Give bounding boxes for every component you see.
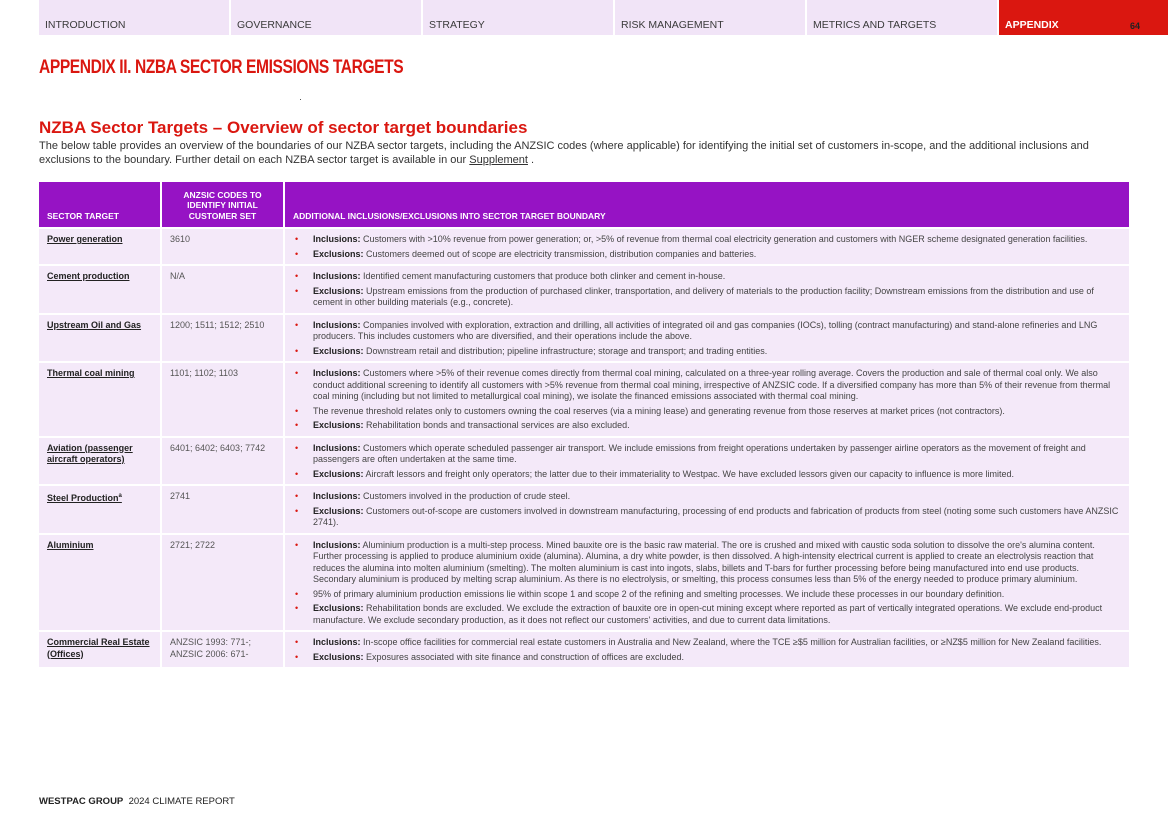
codes-cell: 2721; 2722 (162, 535, 283, 631)
stray-dot (300, 99, 301, 100)
sector-link[interactable]: Upstream Oil and Gas (47, 319, 142, 330)
sector-link[interactable]: Commercial Real Estate (Offices) (47, 637, 150, 659)
appendix-title: APPENDIX II. NZBA SECTOR EMISSIONS TARGETS (39, 57, 404, 78)
table-row (39, 535, 1129, 631)
bullet-label: Exclusions: (313, 505, 364, 516)
top-navigation (39, 0, 1168, 35)
sector-cell (39, 632, 160, 667)
page-number: 64 (1129, 21, 1140, 31)
boundary-cell (285, 438, 1129, 485)
tab-risk-management[interactable]: RISK MANAGEMENT (615, 0, 805, 35)
sector-link[interactable]: Thermal coal mining (47, 368, 135, 378)
sector-cell (39, 315, 160, 362)
sector-cell (39, 535, 160, 631)
list-item (295, 286, 1121, 309)
boundary-cell (285, 315, 1129, 362)
list-item (295, 443, 1121, 466)
bullet-label: Inclusions: (313, 368, 361, 378)
list-item (295, 420, 1121, 432)
table-row (39, 229, 1129, 264)
codes-cell: N/A (162, 266, 283, 313)
bullet-text: Downstream retail and distribution; pipeline infrastructure; storage and transport; and trading entities. (363, 345, 768, 356)
tab-governance[interactable]: GOVERNANCE (231, 0, 421, 35)
list-item (295, 271, 1121, 283)
codes-cell: 1200; 1511; 1512; 2510 (162, 315, 283, 362)
bullet-label: Exclusions: (313, 603, 364, 613)
bullet-text: Customers involved in the production of crude steel. (360, 491, 571, 501)
list-item (295, 603, 1121, 626)
table-row (39, 632, 1129, 667)
bullet-label: Inclusions: (313, 234, 361, 244)
sector-cell (39, 438, 160, 485)
footnote-marker: a (118, 493, 122, 499)
codes-cell: 6401; 6402; 6403; 7742 (162, 438, 283, 485)
bullet-label: Inclusions: (313, 491, 361, 501)
sector-cell (39, 363, 160, 436)
list-item (295, 469, 1121, 481)
list-item (295, 406, 1121, 418)
intro-text: The below table provides an overview of the boundaries of our NZBA sector targets, including the ANZSIC codes (where applicable) for identifying the initial set of customers in-scope, and the additional inclusions and exclusions to the boundary. Further detail on each NZBA sector target is available in our (39, 140, 1089, 166)
bullet-label: Inclusions: (313, 637, 361, 647)
bullet-label: Inclusions: (313, 442, 361, 453)
table-row (39, 438, 1129, 485)
bullet-label: Exclusions: (313, 345, 364, 356)
boundary-cell (285, 363, 1129, 436)
bullet-text: Rehabilitation bonds are excluded. We exclude the extraction of bauxite ore in open-cut mining except where reported as part of vertically integrated operations. We exclude end-product manufacture. We exclude secondary production, as it does not reflect our customers' activities, and due to current data limitations. (313, 603, 1103, 625)
table-row (39, 486, 1129, 533)
intro-end: . (527, 154, 535, 166)
page-footer (39, 796, 235, 807)
sector-link[interactable]: Aluminium (47, 539, 94, 550)
list-item (295, 491, 1121, 503)
list-item (295, 506, 1121, 529)
sector-cell (39, 266, 160, 313)
list-item (295, 249, 1121, 261)
list-item (295, 652, 1121, 664)
bullet-label: Inclusions: (313, 271, 361, 281)
list-item (295, 368, 1121, 403)
bullet-text: In-scope office facilities for commercial real estate customers in Australia and New Zealand, where the TCE ≥$5 million for Australian facilities, or ≥NZ$5 million for New Zealand facilities. (360, 637, 1102, 647)
boundary-cell (285, 266, 1129, 313)
bullet-text: Exposures associated with site finance and construction of offices are excluded. (363, 651, 685, 662)
bullet-label: Exclusions: (313, 420, 364, 430)
bullet-label: Inclusions: (313, 539, 361, 550)
bullet-text: The revenue threshold relates only to customers owning the coal reserves (via a mining lease) and generating revenue from those reserves at market prices (not contractors). (313, 405, 1005, 416)
boundary-cell (285, 229, 1129, 264)
sector-cell (39, 486, 160, 533)
sector-link[interactable] (47, 493, 122, 503)
list-item (295, 234, 1121, 246)
list-item (295, 320, 1121, 343)
sector-targets-table (39, 182, 1129, 667)
bullet-text: Companies involved with exploration, extraction and drilling, all activities of integrated oil and gas companies (IOCs), tolling (contract manufacturing) and stand-alone refineries and LNG producers. This includes customers who are diversified, and their operations include the above. (313, 319, 1098, 341)
sector-link[interactable]: Power generation (47, 234, 123, 244)
bullet-text: Aircraft lessors and freight only operators; the latter due to their immateriality to Westpac. We have excluded lessors given our capacity to influence is more limited. (363, 468, 1014, 479)
bullet-text: Identified cement manufacturing customers that produce both clinker and cement in-house. (360, 271, 726, 281)
list-item (295, 637, 1121, 649)
bullet-text: Customers with >10% revenue from power generation; or, >5% of revenue from thermal coal electricity generation and customers with NGER scheme designated generation facilities. (360, 234, 1088, 244)
section-title: NZBA Sector Targets – Overview of sector target boundaries (39, 118, 528, 137)
bullet-text: Upstream emissions from the production of purchased clinker, transportation, and delivery of materials to the production facility; Downstream emissions from the distribution and use of cement in other building materials (e.g., concrete). (313, 285, 1094, 307)
bullet-text: Customers out-of-scope are customers involved in downstream manufacturing, processing of end products and fabrication of products from steel (noting some such customers have ANZSIC 2741). (313, 505, 1119, 527)
codes-cell: ANZSIC 1993: 771-; ANZSIC 2006: 671- (162, 632, 283, 667)
tab-strategy[interactable]: STRATEGY (423, 0, 613, 35)
list-item (295, 540, 1121, 586)
bullet-label: Exclusions: (313, 248, 364, 259)
table-row (39, 363, 1129, 436)
bullet-label: Exclusions: (313, 285, 364, 296)
list-item (295, 589, 1121, 601)
tab-appendix-label: APPENDIX (1005, 19, 1059, 31)
bullet-text: Aluminium production is a multi-step process. Mined bauxite ore is the basic raw material. The ore is crushed and mixed with caustic soda solution to dissolve the ore's alumina content. Further processing is applied to produce aluminium oxide (alumina). Alumina, a dry white powder, is then dissolved. A high-intensity electrical current is applied to create an electrolysis reaction that reduces the alumina into molten aluminium (smelting). The molten aluminium is cast into ingots, slabs, billets and T-bars for further processing before being manufactured into end use products. Secondary aluminium is produced by melting scrap aluminium. As there is no electrolysis, or smelting, this process consumes less than 5% of the energy needed to produce primary aluminium. (313, 539, 1095, 584)
tab-appendix[interactable] (999, 0, 1168, 35)
bullet-label: Exclusions: (313, 468, 364, 479)
codes-cell: 2741 (162, 486, 283, 533)
sector-cell (39, 229, 160, 264)
sector-label: Steel Production (47, 493, 119, 503)
header-anzsic-codes: ANZSIC CODES TO IDENTIFY INITIAL CUSTOMER SET (162, 182, 283, 227)
table-header (39, 182, 1129, 227)
table-row (39, 315, 1129, 362)
tab-metrics-and-targets[interactable]: METRICS AND TARGETS (807, 0, 997, 35)
header-sector-target: SECTOR TARGET (39, 182, 160, 227)
supplement-link[interactable]: Supplement (469, 154, 528, 166)
bullet-text: 95% of primary aluminium production emissions lie within scope 1 and scope 2 of the refining and smelting processes. We include these processes in our boundary definition. (313, 588, 1005, 599)
header-inclusions-exclusions: ADDITIONAL INCLUSIONS/EXCLUSIONS INTO SECTOR TARGET BOUNDARY (285, 182, 1129, 227)
list-item (295, 346, 1121, 358)
footer-report: 2024 CLIMATE REPORT (128, 796, 235, 807)
boundary-cell (285, 632, 1129, 667)
bullet-text: Customers which operate scheduled passenger air transport. We include emissions from freight operations undertaken by passenger airline operators as the movement of freight and passengers are often undertaken at the same time. (313, 442, 1086, 464)
sector-link[interactable]: Aviation (passenger aircraft operators) (47, 442, 133, 464)
boundary-cell (285, 535, 1129, 631)
bullet-text: Customers where >5% of their revenue comes directly from thermal coal mining, calculated on a three-year rolling average. Covers the production and sale of thermal coal only. We also conduct additional screening to identify all customers with >5% revenue from thermal coal mining, irrespective of ANZSIC code. If a diversified company has more than 5% of their revenue from thermal coal mining (including but not limited to metallurgical coal mining), we isolate the financed emissions associated with thermal coal mining. (313, 368, 1111, 401)
table-row (39, 266, 1129, 313)
intro-paragraph (39, 139, 1129, 167)
bullet-text: Customers deemed out of scope are electricity transmission, distribution companies and batteries. (363, 248, 757, 259)
tab-introduction[interactable]: INTRODUCTION (39, 0, 229, 35)
sector-link[interactable]: Cement production (47, 271, 130, 281)
bullet-text: Rehabilitation bonds and transactional services are also excluded. (363, 420, 630, 430)
codes-cell: 3610 (162, 229, 283, 264)
footer-brand: WESTPAC GROUP (39, 796, 124, 807)
boundary-cell (285, 486, 1129, 533)
bullet-label: Exclusions: (313, 651, 364, 662)
codes-cell: 1101; 1102; 1103 (162, 363, 283, 436)
bullet-label: Inclusions: (313, 319, 361, 330)
